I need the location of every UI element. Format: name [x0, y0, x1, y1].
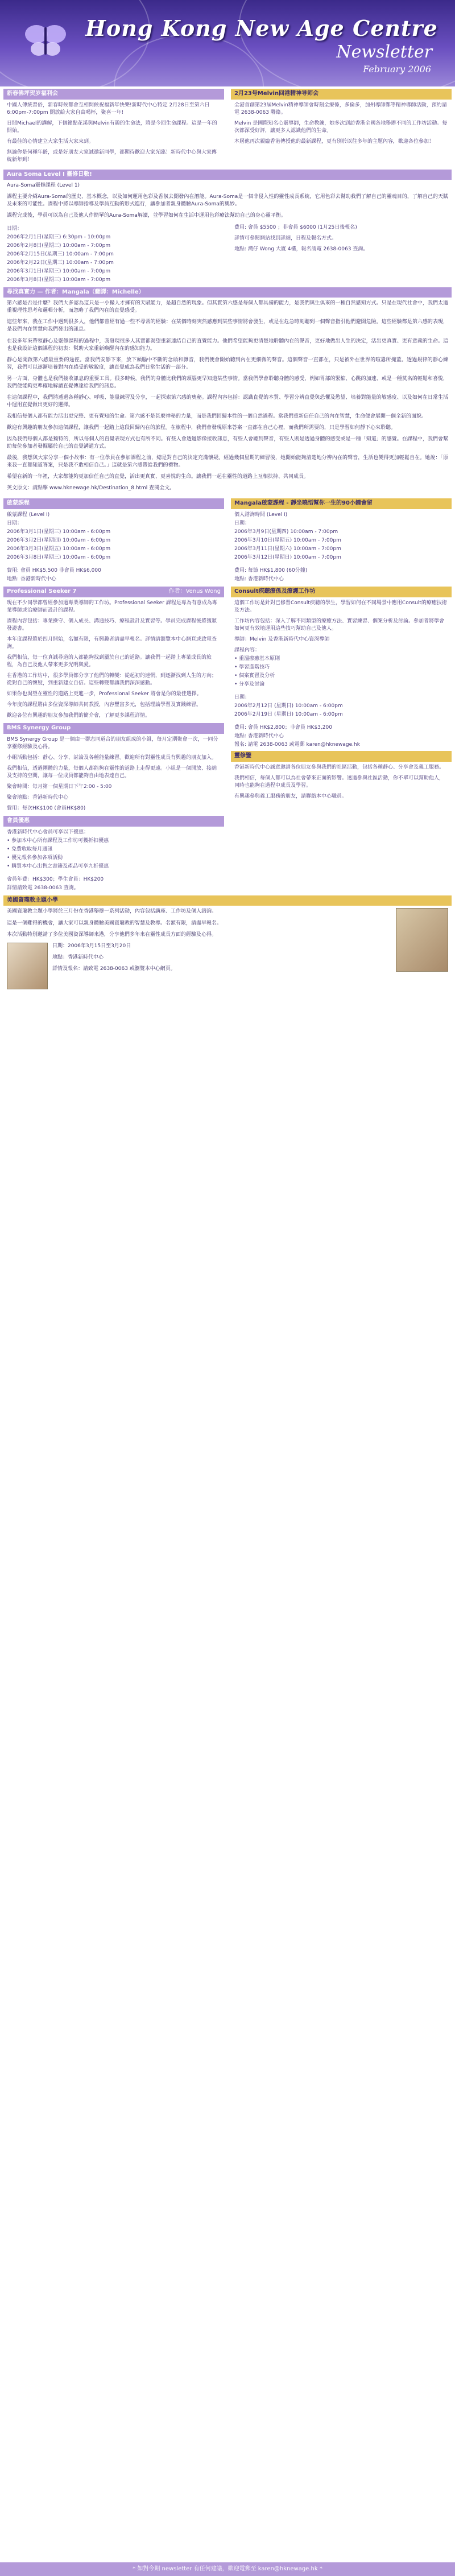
article-paragraph: 在我多年來帶領靜心及靈修課程的過程中，我發現很多人其實都渴望重新連結自己的直覺能力。他們希望能夠更清楚地聆聽內在的聲音，更好地做出人生的決定，活出更真實、更有意義的生命。這也是我設計這個課程的初衷：幫助大家重新喚醒內在的感知能力。	[7, 338, 448, 352]
article-paragraph: 這些年來，我在工作中遇到很多人，他們都曾經有過一些不尋常的經驗：在某個時刻突然感應到某些事情將會發生，或是在危急時刻聽到一個聲音指引他們避開危險。這些經驗都是第六感的表現，是我們內在智慧向我們發出的訊息。	[7, 319, 448, 333]
schedule-date: 2006年3月2日(星期四) 10:00am - 6:00pm	[7, 537, 111, 543]
professional-paragraph: 本年度課程將於四月開始，名額有限，有興趣者請盡早報名。詳情請瀏覽本中心網頁或致電查詢。	[7, 636, 217, 650]
activities-section	[0, 908, 455, 972]
membership-line: • 免費收取每月通訊	[7, 846, 53, 852]
section-bar: Aura Soma Level I 靈修日數!	[3, 170, 452, 180]
schedule-label: 日期：	[234, 695, 250, 701]
new-year-section	[0, 86, 455, 167]
consult-item: • 個案實習及分析	[234, 673, 275, 679]
article-paragraph: 因為我們每個人都是獨特的，所以每個人的直覺表現方式也有所不同。有些人會透過影像接收訊息，有些人會聽到聲音，有些人則是透過身體的感受或是一種「知道」的感覺。在課程中，我們會幫助每位參加者發掘屬於自己的直覺溝通方式。	[7, 436, 448, 450]
aura-soma-section	[0, 182, 455, 220]
professional-paragraph: 如果你也渴望在靈性的道路上更進一步，Professional Seeker 將會是你的最佳選擇。	[7, 691, 202, 697]
consult-contact[interactable]: 報名: 請電 2638-0063 或電郵 karen@hknewage.hk	[234, 742, 360, 748]
professional-paragraph: 現在不少同學都曾經參加過專業導師的工作坊。Professional Seeker 課程是專為有意成為專業導師或治療師而設計的課程。	[7, 600, 217, 613]
aura-schedule	[0, 224, 455, 285]
membership-contact: 詳情請致電 2638-0063 查詢。	[7, 885, 79, 891]
article-body	[0, 300, 455, 492]
bms-paragraph: BMS Synergy Group 是一個由一群志同道合的朋友組成的小組，每月定期聚會一次，一同分享靈修經驗及心得。	[7, 736, 218, 750]
program-section	[0, 496, 455, 584]
consult-venue: 地點: 香港新時代中心	[234, 733, 284, 740]
consult-paragraph: 導師：Melvin 及香港新時代中心資深導師	[234, 636, 330, 642]
aura-item: 課程主要介紹Aura-Soma的歷史、基本概念，以及如何運用色彩及香氛去開發內在潛能。Aura-Soma是一個非侵入性的靈性成長系統，它用色彩去幫助我們了解自己的靈魂目的，了解自己的天賦及未來的可能性。課程中將以導師指導及學員互動的形式進行，讓參加者親身體驗Aura-Soma的奧妙。	[7, 194, 448, 208]
section-bar	[3, 587, 224, 597]
issue-date: February 2006	[363, 64, 431, 75]
professional-paragraph: 我們相信，每一位真誠尋道的人都能夠找到屬於自己的道路。讓我們一起踏上專業成長的旅程，為自己及他人帶來更多光明與愛。	[7, 654, 212, 668]
bms-paragraph: 聚會地點：香港新時代中心	[7, 795, 69, 801]
section-bar: 會員優惠	[3, 816, 224, 827]
activity-paragraph: 本次活動特別邀請了多位美國資深導師來港，分享他們多年來在靈性成長方面的經驗及心得。	[7, 931, 217, 938]
schedule-date: 2006年3月1日(星期三) 10:00am - 7:00pm	[7, 268, 111, 274]
article-paragraph: 我相信每個人都有能力活出更完整、更有覺知的生命。第六感不是甚麼神秘的力量，而是我們回歸本性的一個自然過程。當我們重新信任自己的內在智慧，生命便會展開一個全新的面貌。	[7, 413, 427, 419]
schedule-date: 2006年3月8日(星期三) 10:00am - 6:00pm	[7, 555, 111, 561]
section-bar: Mangala啟蒙課程 - 靜坐曉悟幫你一生的90小鐘會留	[231, 498, 452, 509]
aura-item: 課程完成後，學員可以為自己及他人作簡單的Aura-Soma解讀，並學習如何在生活中運用色彩療法幫助自己的身心靈平衡。	[7, 213, 286, 219]
activity-paragraph: 美國資瓏教主題小學將於三月份在香港舉辦一系列活動，內容包括講座、工作坊及個人諮詢。	[7, 909, 217, 915]
bms-paragraph: 費用：每次HK$100 (會員HK$80)	[7, 806, 86, 812]
program-fee: 費用: 會員 HK$5,500 非會員 HK$6,000	[7, 568, 101, 574]
membership-line: • 購買本中心出售之書籍及產品可享九折優惠	[7, 863, 109, 869]
intro-paragraph: 日間Michael的講解，下個鐘點花溪與Melvin有趣的生命法，將是今回生命課程。這是一年的開始。	[7, 120, 217, 134]
aura-note: 詳情可參閱網站找到詳細，日程及報名方式。	[234, 235, 337, 241]
activity-contact: 詳情及報名：請致電 2638-0063 或瀏覽本中心網頁。	[52, 965, 176, 972]
schedule-date: 2006年2月1日(星期三) 6:30pm - 10:00pm	[7, 234, 111, 240]
schedule-date: 2006年3月3日(星期五) 10:00am - 6:00pm	[7, 546, 111, 552]
professional-paragraph: 今年度的課程將由多位資深導師共同教授，內容豐富多元，包括理論學習及實踐練習。	[7, 702, 202, 708]
bms-paragraph: 聚會時間：每月第一個星期日下午2:00 - 5:00	[7, 784, 112, 790]
membership-line: • 優先報名參加各項活動	[7, 854, 63, 861]
consult-fee: 費用: 會員 HK$2,800；非會員 HK$3,200	[234, 725, 332, 731]
intro-paragraph: 中國人傳統習俗，新春時候都會互相問候祝福新年快樂!新時代中心特定 2月28日至第六日6:00pm-7:00pm 開放給大家自由喝杯，聚喜一年!	[7, 102, 210, 115]
program-venue: 地點: 香港新時代中心	[7, 576, 56, 583]
consult-paragraph: 這個工作坊是針對已修習Consult疾聽的學生，學習如何在不同場景中應用Consult的療癒技術及方法。	[234, 600, 447, 613]
event-photo	[396, 908, 448, 972]
section-bar: BMS Synergy Group	[3, 723, 224, 734]
community-paragraph: 有興趣參與義工服務的朋友，請聯絡本中心職員。	[234, 794, 348, 800]
article-paragraph: 在這個課程中，我們將透過各種靜心、呼吸、能量練習及分享，一起探索第六感的奧秘。課程內容包括：認識直覺的本質、學習分辨直覺與恐懼及慾望、培養對能量的敏感度、以及如何在日常生活中運用直覺做出更好的選擇。	[7, 394, 448, 408]
intro-paragraph: 有最佳的心情建立大家生活大家來到。	[7, 138, 94, 145]
butterfly-icon	[23, 17, 68, 63]
section-bar: 新春佛坪贺岁福利会	[3, 89, 224, 100]
schedule-label: 日期：	[7, 225, 23, 232]
consult-label: 課程內容：	[234, 647, 260, 653]
consult-item: • 分享及討論	[234, 682, 265, 688]
schedule-label: 日期：	[7, 520, 23, 526]
intro-paragraph: Melvin 是國際知名心靈導師，生命教練，她多次到訪香港全國各地舉辦不同的工作坊活動。每次都深受好評，讓更多人認識他們的生命。	[234, 120, 448, 134]
newsletter-subtitle: Newsletter	[336, 42, 432, 62]
consult-item: • 學習進階技巧	[234, 664, 270, 670]
article-paragraph: 希望在新的一年裡，大家都能夠更加信任自己的直覺，活出更真實、更喜悅的生命。讓我們一起在靈性的道路上互相扶持、共同成長。	[7, 474, 309, 480]
schedule-date: 2006年3月8日(星期三) 10:00am - 7:00pm	[7, 276, 111, 283]
membership-fee: 會員年費：HK$300；學生會員：HK$200	[7, 876, 104, 882]
section-bar: 靈修鑒	[231, 751, 452, 762]
intro-paragraph: 無論你是何種年齡，或是好朋友大家誠邀新同學，都期待歡迎大家光臨！新時代中心與大家傳統新年到！	[7, 149, 217, 163]
professional-paragraph: 在香港的工作坊中，很多學員都分享了他們的轉變：從起初的迷惘，到逐漸找到人生的方向；從對自己的懷疑，到重新建立自信。這些轉變都讓我們深深感動。	[7, 673, 217, 687]
community-paragraph: 香港新時代中心誠意邀請各位朋友參與我們的社區活動，包括各種靜心、分享會及義工服務。	[234, 764, 445, 770]
schedule-date: 2006年2月15日(星期三) 10:00am - 7:00pm	[7, 251, 114, 257]
centre-title: Hong Kong New Age Centre	[85, 15, 438, 41]
consult-item: • 重溫療癒基本原則	[234, 655, 280, 662]
newsletter-header	[0, 0, 455, 86]
schedule-date: 2006年3月9日(星期四) 10:00am - 7:00pm	[234, 529, 338, 535]
professional-section	[0, 584, 455, 893]
schedule-date: 2006年3月10日(星期五) 10:00am - 7:00pm	[234, 537, 341, 543]
schedule-date: 2006年2月8日(星期三) 10:00am - 7:00pm	[7, 242, 111, 249]
intro-paragraph: 本屆他再次親臨香港傳授他的最新課程，更有別於以往多年的主題內容，歡迎各位參加！	[234, 138, 435, 145]
aura-fee: 費用: 會員 $5500 ；非會員 $6000 (1月25日後報名)	[234, 224, 357, 230]
schedule-date: 2006年2月12日 (星期日) 10:00am - 6:00pm	[234, 703, 343, 709]
section-bar: 啟蒙課程	[3, 498, 224, 509]
program-fee: 費用: 每節 HK$1,800 (60分鐘)	[234, 568, 308, 574]
community-paragraph: 我們相信，每個人都可以為社會帶來正面的影響。透過參與社區活動，你不單可以幫助他人，同時也能夠在過程中成長及學習。	[234, 775, 445, 789]
article-paragraph: 靜心是開啟第六感最重要的途徑。當我們安靜下來，放下頭腦中不斷的念頭和雜音，我們便會開始聽到內在更細微的聲音。這個聲音一直都在，只是被外在世界的喧囂所掩蓋。透過規律的靜心練習，我們可以逐漸培養對內在感受的敏銳度，讓直覺成為我們日常生活的一部分。	[7, 357, 448, 370]
schedule-date: 2006年3月12日(星期日) 10:00am - 7:00pm	[234, 555, 341, 561]
schedule-label: 日期：	[234, 520, 250, 526]
article-paragraph: 最後，我想與大家分享一個小故事：有一位學員在參加課程之前，總是對自己的決定充滿懷疑。經過幾個星期的練習後，她開始能夠清楚地分辨內在的聲音，生活也變得更加輕鬆自在。她說：「原來我一直都知道答案，只是我不敢相信自己。」這就是第六感帶給我們的禮物。	[7, 455, 448, 469]
aura-item: Aura-Soma靈修課程 (Level 1)	[7, 183, 80, 189]
schedule-date: 2006年2月22日(星期三) 10:00am - 7:00pm	[7, 259, 114, 266]
program-title: 個人諮詢時間 (Level I)	[234, 511, 288, 518]
program-title: 啟蒙課程 (Level I)	[7, 511, 50, 518]
article-paragraph: 另一方面，身體也是我們接收訊息的重要工具。很多時候，我們的身體比我們的頭腦更早知道某些事情。當我們學會聆聽身體的感受，例如胃部的緊縮、心跳的加速、或是一種莫名的輕鬆和喜悅，我們便能夠更準確地解讀直覺傳達給我們的訊息。	[7, 375, 448, 389]
membership-line: • 參加本中心所有課程及工作坊可獲折扣優惠	[7, 837, 109, 844]
schedule-date: 2006年2月19日 (星期日) 10:00am - 6:00pm	[234, 712, 343, 718]
article-paragraph: 第六感是否是什麼？我們大多認為這只是一小撮人才擁有的天賦能力，是超自然的現象。但其實第六感是每個人都具備的能力，是我們與生俱來的一種自然感知方式。只是在現代社會中，我們太過重視理性思考和邏輯分析，而忽略了我們內在的直覺感受。	[7, 300, 448, 314]
consult-paragraph: 工作坊內容包括：深入了解不同類型的療癒方法、實習練習、個案分析及討論。參加者將學會如何更有效地運用這些技巧幫助自己及他人。	[234, 618, 445, 631]
section-bar: 美國資瓏教主題小學	[3, 895, 452, 906]
activity-date: 日期：2006年3月15日至3月20日	[52, 943, 131, 949]
schedule-date: 2006年3月11日(星期六) 10:00am - 7:00pm	[234, 546, 341, 552]
professional-paragraph: 歡迎各位有興趣的朋友參加我們的簡介會，了解更多課程詳情。	[7, 713, 151, 719]
newsletter-footer: * 如對今期 newsletter 有任何建議，歡迎電郵至 karen@hknewage.hk *	[0, 2562, 455, 2576]
membership-line: 香港新時代中心會員可享以下優惠：	[7, 829, 89, 835]
schedule-date: 2006年3月1日(星期三) 10:00am - 6:00pm	[7, 529, 111, 535]
professional-author: 作者：Venus Wong	[168, 588, 221, 595]
intro-paragraph: 全港首創第23屆Melvin精神導師會時刻全療係，多倫多，加州導師鄭等精神導師活動，預約請電 2638-0063 聯絡。	[234, 102, 447, 115]
article-paragraph: 歡迎有興趣的朋友參加這個課程，讓我們一起踏上這段回歸內在的旅程。在旅程中，我們會發現原來答案一直都在自己心裡，而我們所需要的，只是學習如何靜下心來聆聽。	[7, 424, 396, 431]
program-venue: 地點: 香港新時代中心	[234, 576, 284, 583]
activity-venue: 地點：香港新時代中心	[52, 954, 104, 960]
bms-paragraph: 小組活動包括：靜心、分享、討論及各種能量練習。歡迎所有對靈性成長有興趣的朋友加入。	[7, 754, 217, 761]
activity-paragraph: 這是一個難得的機會，讓大家可以親身體驗美國資瓏教的智慧及教導。名額有限，請盡早報名。	[7, 920, 222, 926]
section-bar: 尋找真實力 — 作者：Mangala（翻譯：Michelle）	[3, 287, 452, 298]
aura-venue: 地點: 灣仔 Wong 大廈 4樓，報名請電 2638-0063 查詢。	[234, 246, 369, 252]
bms-paragraph: 我們相信，透過團體的力量，每個人都能夠在靈性的道路上走得更遠。小組是一個開放、接納及支持的空間，讓每一位成員都能夠自由地表達自己。	[7, 765, 217, 779]
event-photo	[7, 943, 48, 989]
professional-title: Professional Seeker 7	[7, 588, 77, 595]
professional-paragraph: 課程內容包括：專業操守、個人成長、溝通技巧、療程設計及實習等。學員完成課程後將獲頒發證書。	[7, 618, 217, 631]
article-link[interactable]: 英文原文：請點擊 www.hknewage.hk/Destination_8.html 查閱全文。	[7, 485, 175, 492]
section-bar: 2月23号Melvin回港精神导师会	[231, 89, 452, 100]
section-bar: Consult疾聽療係及療護工作坊	[231, 587, 452, 597]
